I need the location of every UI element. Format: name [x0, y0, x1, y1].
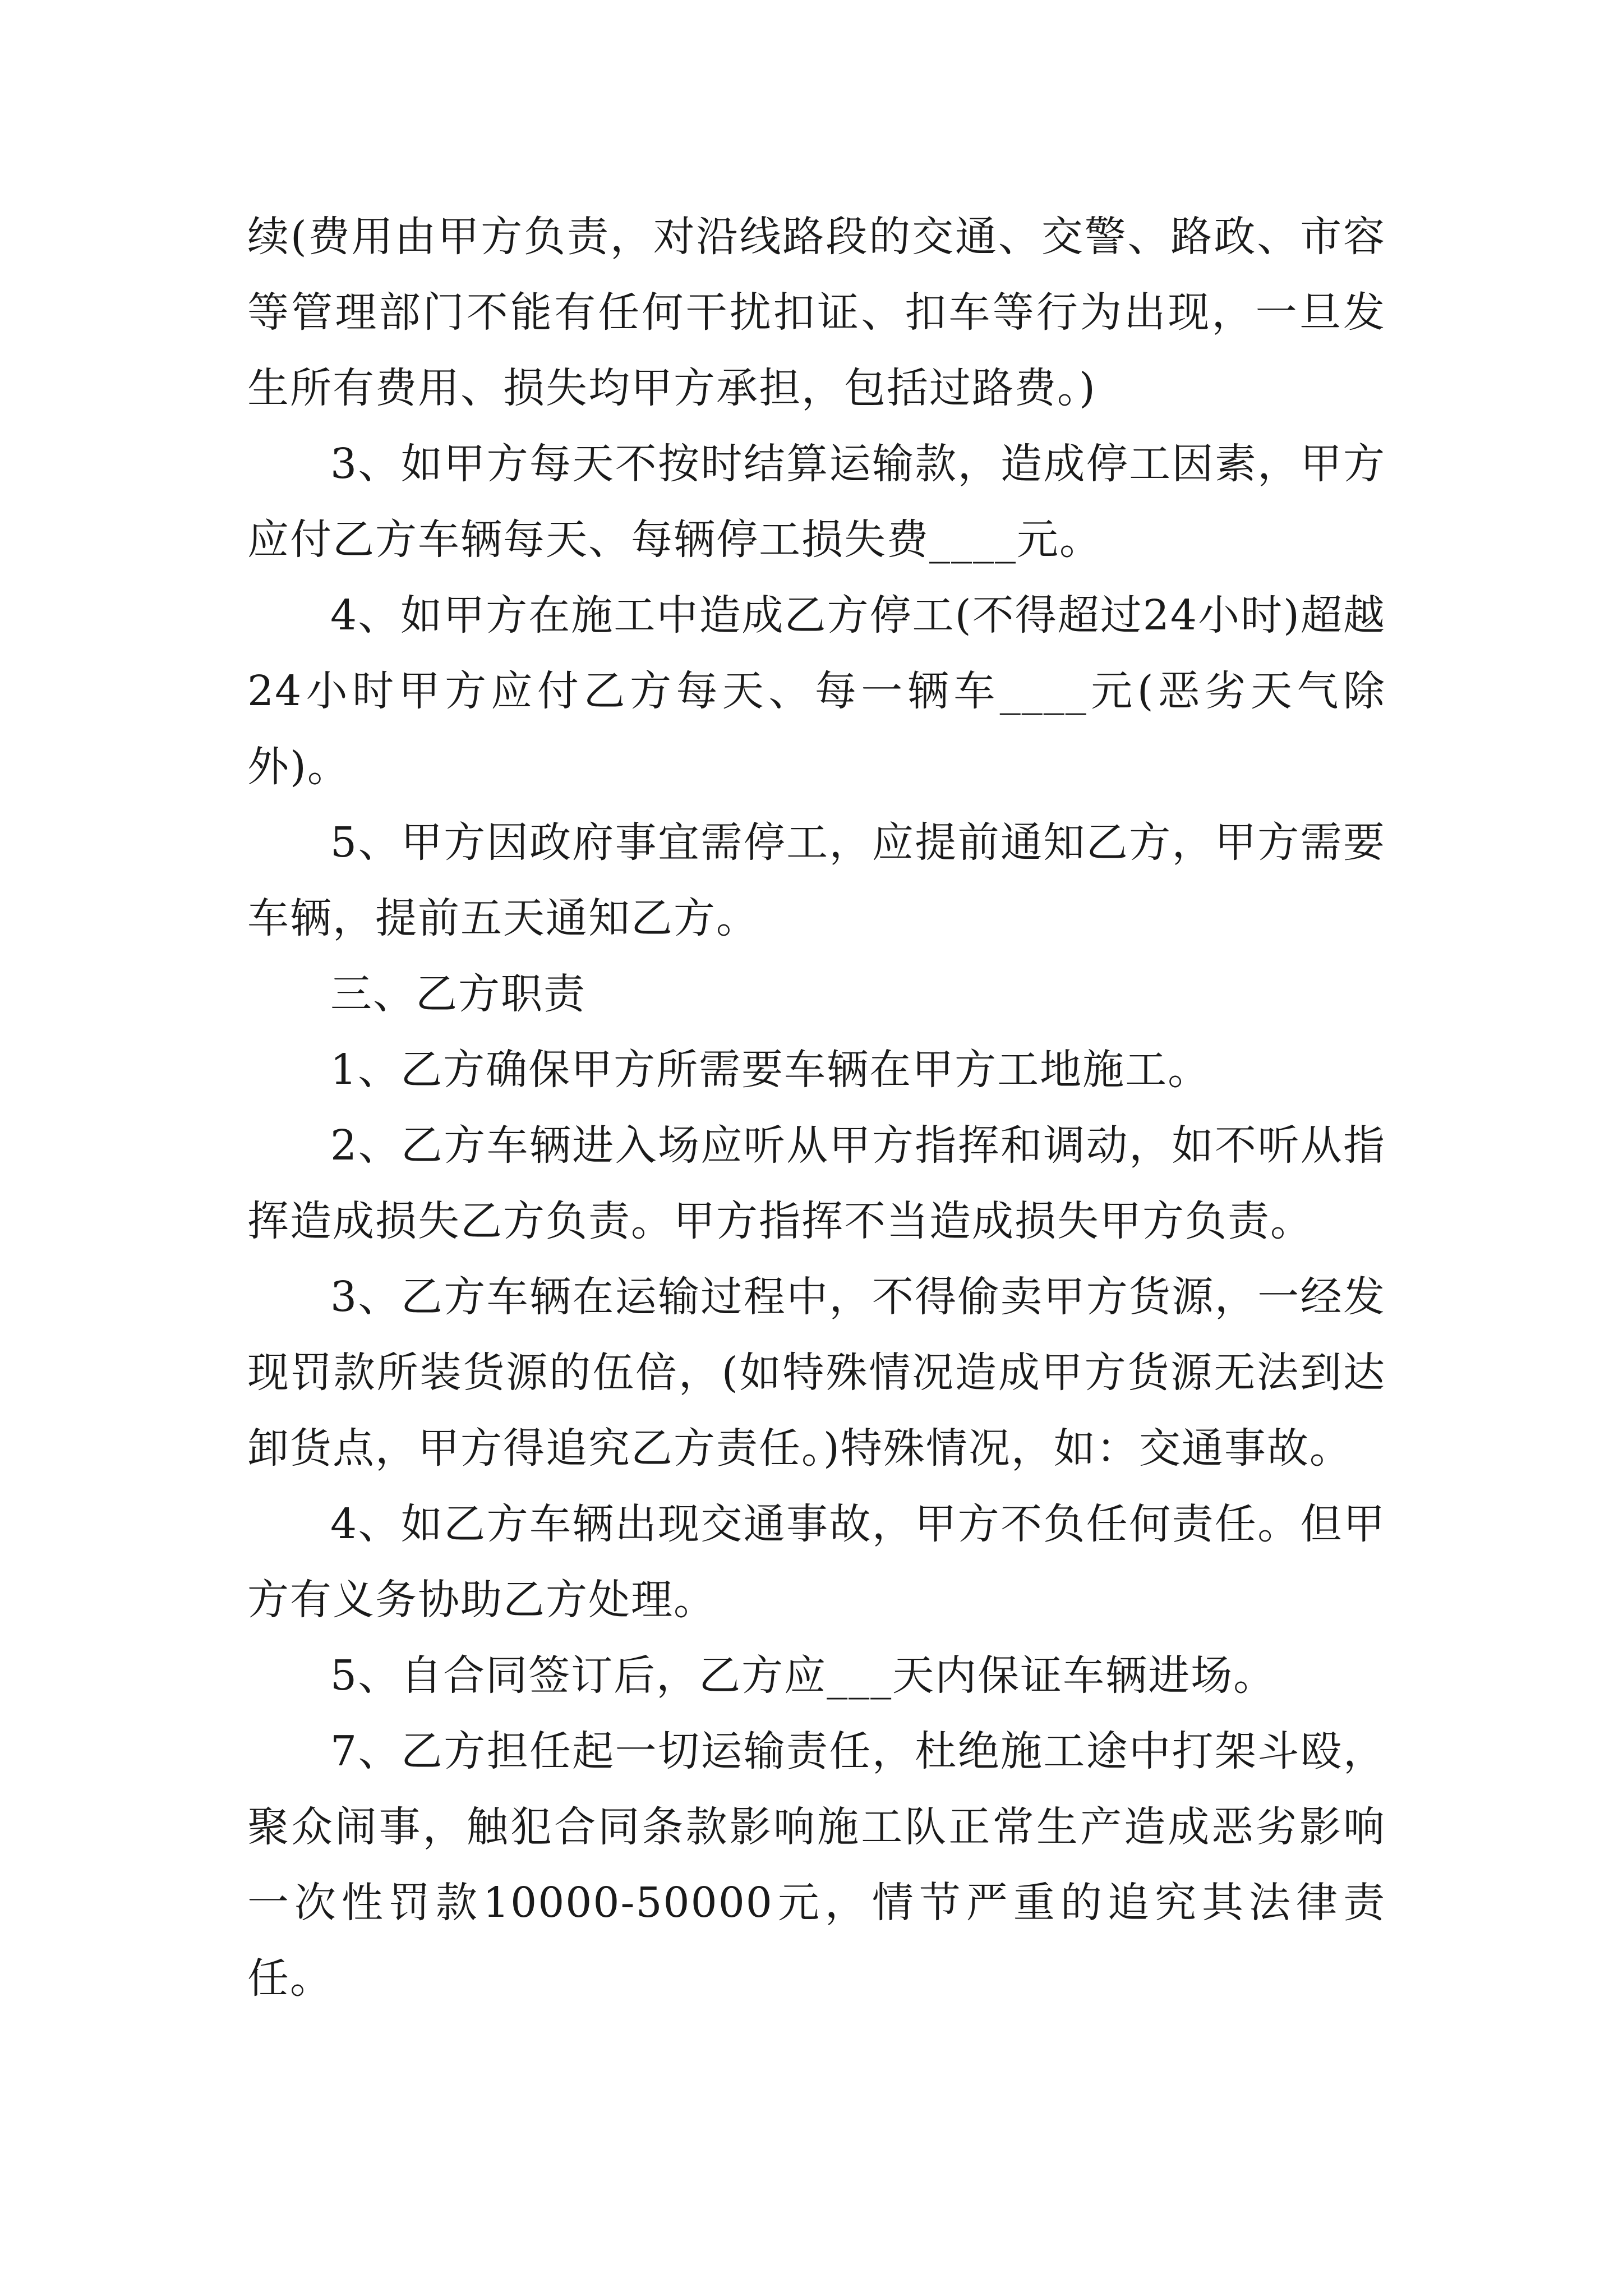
paragraph-b-item-7: 7、乙方担任起一切运输责任，杜绝施工途中打架斗殴，聚众闹事，触犯合同条款影响施工队正常生产造成恶劣影响一次性罚款10000-50000元，情节严重的追究其法律责任。: [247, 1727, 1386, 2003]
document-body: [247, 199, 1386, 2017]
paragraph-b-item-1: 1、乙方确保甲方所需要车辆在甲方工地施工。: [330, 1046, 1211, 1094]
section-heading-party-b-duties: 三、乙方职责: [330, 970, 586, 1018]
paragraph-b-item-4: 4、如乙方车辆出现交通事故，甲方不负任何责任。但甲方有义务协助乙方处理。: [247, 1500, 1386, 1624]
paragraph-b-item-2: 2、乙方车辆进入场应听从甲方指挥和调动，如不听从指挥造成损失乙方负责。甲方指挥不当造成损失甲方负责。: [247, 1121, 1386, 1245]
paragraph-b-item-3: 3、乙方车辆在运输过程中，不得偷卖甲方货源，一经发现罚款所装货源的伍倍，(如特殊情况造成甲方货源无法到达卸货点，甲方得追究乙方责任。)特殊情况，如：交通事故。: [247, 1273, 1386, 1473]
paragraph-item-5-notice: 5、甲方因政府事宜需停工，应提前通知乙方，甲方需要车辆，提前五天通知乙方。: [247, 818, 1386, 942]
paragraph-b-item-5: 5、自合同签订后，乙方应___天内保证车辆进场。: [330, 1651, 1276, 1700]
paragraph-item-4-stoppage: 4、如甲方在施工中造成乙方停工(不得超过24小时)超越24小时甲方应付乙方每天、每一辆车____元(恶劣天气除外)。: [247, 591, 1386, 791]
paragraph-item-3-settlement: 3、如甲方每天不按时结算运输款，造成停工因素，甲方应付乙方车辆每天、每辆停工损失费____元。: [247, 440, 1386, 564]
paragraph-continuation: 续(费用由甲方负责，对沿线路段的交通、交警、路政、市容等管理部门不能有任何干扰扣证、扣车等行为出现，一旦发生所有费用、损失均甲方承担，包括过路费。): [247, 213, 1386, 412]
